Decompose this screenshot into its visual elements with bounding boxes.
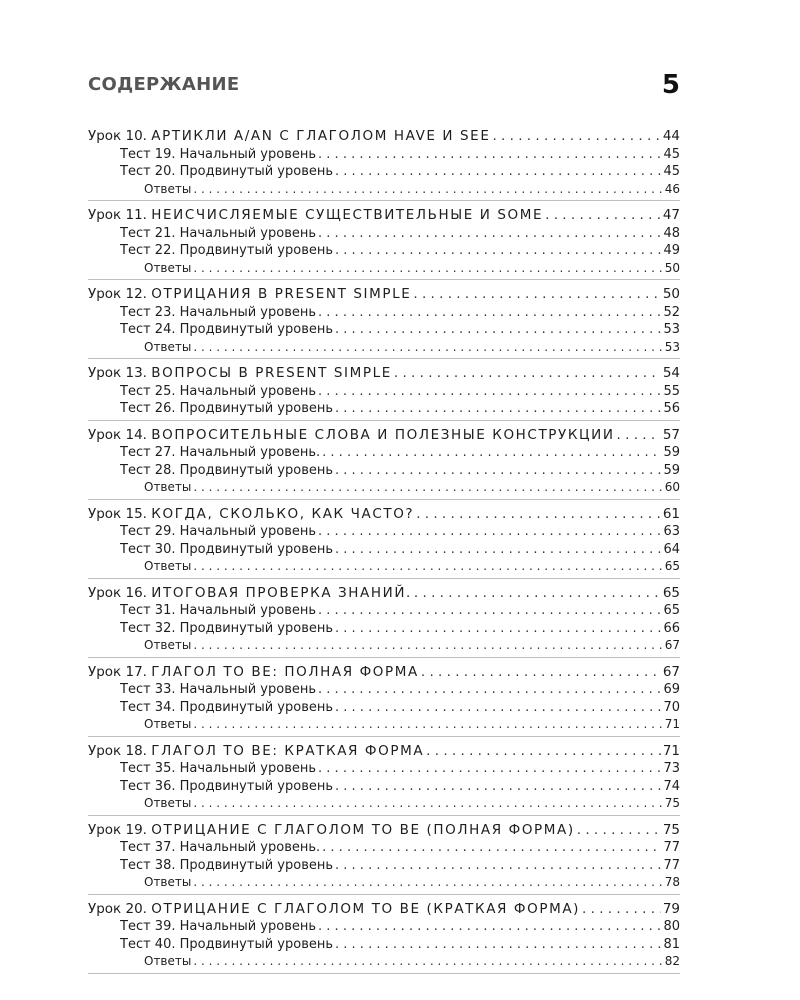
page-ref: 71 xyxy=(664,717,680,731)
test-title: Тест 36. Продвинутый уровень xyxy=(120,778,334,794)
test-title: Тест 24. Продвинутый уровень xyxy=(120,322,334,337)
lesson-entry[interactable] xyxy=(88,128,680,146)
lesson-entry[interactable] xyxy=(88,585,680,603)
test-entry[interactable] xyxy=(88,857,680,875)
page-ref: 67 xyxy=(664,638,680,652)
page-ref: 55 xyxy=(663,383,680,399)
dot-leader xyxy=(335,242,661,260)
dot-leader xyxy=(318,383,661,401)
answers-entry[interactable] xyxy=(88,479,680,497)
dot-leader xyxy=(335,699,661,717)
section-title: СОДЕРЖАНИЕ xyxy=(88,74,240,95)
test-entry[interactable] xyxy=(88,304,680,322)
lesson-block xyxy=(88,506,680,579)
dot-leader xyxy=(335,936,661,954)
dot-leader xyxy=(318,602,661,620)
lesson-entry[interactable] xyxy=(88,664,680,682)
page-ref: 63 xyxy=(663,524,680,539)
answers-entry[interactable] xyxy=(88,795,680,813)
test-entry[interactable] xyxy=(88,462,680,480)
lesson-entry[interactable] xyxy=(88,743,680,761)
answers-entry[interactable] xyxy=(88,637,680,655)
answers-entry[interactable] xyxy=(88,339,680,357)
dot-leader xyxy=(335,462,661,480)
answers-title: Ответы xyxy=(144,717,192,731)
page-ref: 69 xyxy=(663,682,680,697)
test-entry[interactable] xyxy=(88,146,680,164)
page-ref: 52 xyxy=(663,304,680,320)
test-title: Тест 26. Продвинутый уровень xyxy=(120,401,334,416)
dot-leader xyxy=(318,225,661,243)
page-ref: 47 xyxy=(662,207,680,223)
test-entry[interactable] xyxy=(88,602,680,620)
dot-leader xyxy=(322,839,661,857)
lesson-number: Урок 13. xyxy=(88,365,147,381)
page-ref: 65 xyxy=(662,584,680,601)
lesson-title: НЕИСЧИСЛЯЕМЫЕ СУЩЕСТВИТЕЛЬНЫЕ И SOME xyxy=(151,207,544,223)
lesson-block xyxy=(88,743,680,816)
lesson-title: ГЛАГОЛ TO BE: ПОЛНАЯ ФОРМА xyxy=(151,663,419,680)
lesson-entry[interactable] xyxy=(88,207,680,225)
dot-leader xyxy=(335,620,661,638)
page-ref: 71 xyxy=(662,742,680,759)
page-ref: 75 xyxy=(664,796,680,810)
dot-leader xyxy=(193,795,662,813)
test-entry[interactable] xyxy=(88,163,680,181)
test-title: Тест 23. Начальный уровень xyxy=(120,304,317,320)
test-entry[interactable] xyxy=(88,400,680,418)
test-entry[interactable] xyxy=(88,541,680,559)
page-ref: 70 xyxy=(663,699,680,715)
test-entry[interactable] xyxy=(88,242,680,260)
page-ref: 78 xyxy=(664,875,680,889)
lesson-block xyxy=(88,207,680,280)
test-entry[interactable] xyxy=(88,523,680,541)
test-title: Тест 33. Начальный уровень xyxy=(120,682,317,697)
dot-leader xyxy=(335,541,661,559)
dot-leader xyxy=(414,585,661,603)
lesson-number: Урок 17. xyxy=(88,663,147,680)
answers-entry[interactable] xyxy=(88,953,680,971)
test-entry[interactable] xyxy=(88,699,680,717)
test-title: Тест 27. Начальный уровень. xyxy=(120,445,321,460)
test-title: Тест 32. Продвинутый уровень xyxy=(120,620,334,636)
test-title: Тест 19. Начальный уровень xyxy=(120,146,317,162)
dot-leader xyxy=(318,918,661,936)
answers-entry[interactable] xyxy=(88,181,680,199)
lesson-title: АРТИКЛИ A/AN С ГЛАГОЛОМ HAVE И SEE xyxy=(151,128,491,144)
page-ref: 59 xyxy=(663,445,680,460)
dot-leader xyxy=(492,128,660,146)
page-ref: 79 xyxy=(662,900,680,917)
dot-leader xyxy=(335,163,661,181)
lesson-entry[interactable] xyxy=(88,286,680,304)
dot-leader xyxy=(318,760,661,778)
test-title: Тест 35. Начальный уровень xyxy=(120,761,317,776)
lesson-title: КОГДА, СКОЛЬКО, КАК ЧАСТО? xyxy=(151,505,415,522)
dot-leader xyxy=(193,558,662,576)
dot-leader xyxy=(416,506,661,524)
dot-leader xyxy=(318,146,661,164)
lesson-number: Урок 15. xyxy=(88,505,147,522)
test-title: Тест 37. Начальный уровень. xyxy=(120,840,321,855)
dot-leader xyxy=(413,286,660,304)
dot-leader xyxy=(318,304,661,322)
page-ref: 44 xyxy=(662,128,680,144)
page-ref: 45 xyxy=(663,164,680,179)
test-title: Тест 38. Продвинутый уровень xyxy=(120,857,334,873)
test-title: Тест 30. Продвинутый уровень xyxy=(120,541,334,557)
lesson-title: ГЛАГОЛ TO BE: КРАТКАЯ ФОРМА xyxy=(151,742,425,759)
lesson-title: ИТОГОВАЯ ПРОВЕРКА ЗНАНИЙ. xyxy=(151,584,412,601)
lesson-title: ОТРИЦАНИЯ В PRESENT SIMPLE xyxy=(151,286,412,302)
answers-entry[interactable] xyxy=(88,260,680,278)
test-entry[interactable] xyxy=(88,225,680,243)
test-title: Тест 20. Продвинутый уровень xyxy=(120,164,334,179)
answers-entry[interactable] xyxy=(88,558,680,576)
dot-leader xyxy=(193,716,662,734)
page-ref: 53 xyxy=(663,322,680,337)
dot-leader xyxy=(335,321,661,339)
test-title: Тест 28. Продвинутый уровень xyxy=(120,462,334,478)
page-ref: 67 xyxy=(662,663,680,680)
lesson-title: ОТРИЦАНИЕ С ГЛАГОЛОМ TO BE (КРАТКАЯ ФОРМА) xyxy=(151,900,581,917)
dot-leader xyxy=(335,400,661,418)
answers-title: Ответы xyxy=(144,480,192,494)
page-ref: 65 xyxy=(664,559,680,573)
lesson-title: ВОПРОСЫ В PRESENT SIMPLE xyxy=(151,365,392,381)
dot-leader xyxy=(193,181,662,199)
page-ref: 81 xyxy=(663,936,680,952)
lesson-number: Урок 14. xyxy=(88,426,147,443)
dot-leader xyxy=(318,523,661,541)
test-entry[interactable] xyxy=(88,839,680,857)
test-title: Тест 39. Начальный уровень xyxy=(120,919,317,934)
lesson-entry[interactable] xyxy=(88,365,680,383)
lesson-block xyxy=(88,664,680,737)
test-title: Тест 21. Начальный уровень xyxy=(120,225,317,241)
answers-title: Ответы xyxy=(144,181,192,196)
dot-leader xyxy=(426,743,661,761)
page-ref: 45 xyxy=(663,146,680,162)
page-ref: 80 xyxy=(663,919,680,934)
test-title: Тест 22. Продвинутый уровень xyxy=(120,243,334,258)
test-title: Тест 40. Продвинутый уровень xyxy=(120,936,334,952)
page-ref: 46 xyxy=(664,181,680,196)
test-entry[interactable] xyxy=(88,681,680,699)
dot-leader xyxy=(193,260,662,278)
table-of-contents xyxy=(88,128,680,980)
answers-title: Ответы xyxy=(144,260,192,275)
dot-leader xyxy=(545,207,661,225)
test-entry[interactable] xyxy=(88,918,680,936)
answers-entry[interactable] xyxy=(88,716,680,734)
dot-leader xyxy=(335,778,661,796)
test-entry[interactable] xyxy=(88,778,680,796)
lesson-number: Урок 16. xyxy=(88,584,147,601)
lesson-number: Урок 10. xyxy=(88,128,147,144)
page-number: 5 xyxy=(661,70,680,100)
page-ref: 64 xyxy=(663,541,680,557)
lesson-entry[interactable] xyxy=(88,901,680,919)
dot-leader xyxy=(318,681,661,699)
test-title: Тест 34. Продвинутый уровень xyxy=(120,699,334,715)
page-ref: 66 xyxy=(663,620,680,636)
lesson-entry[interactable] xyxy=(88,506,680,524)
dot-leader xyxy=(193,479,662,497)
dot-leader xyxy=(193,874,662,892)
page-ref: 49 xyxy=(663,243,680,258)
page-ref: 53 xyxy=(664,339,680,354)
test-title: Тест 29. Начальный уровень xyxy=(120,524,317,539)
dot-leader xyxy=(335,857,661,875)
answers-title: Ответы xyxy=(144,796,192,810)
dot-leader xyxy=(193,339,662,357)
lesson-block xyxy=(88,822,680,895)
lesson-entry[interactable] xyxy=(88,427,680,445)
lesson-number: Урок 11. xyxy=(88,207,147,223)
answers-title: Ответы xyxy=(144,954,192,968)
dot-leader xyxy=(322,444,661,462)
answers-title: Ответы xyxy=(144,875,192,889)
page-ref: 59 xyxy=(663,462,680,478)
test-entry[interactable] xyxy=(88,444,680,462)
dot-leader xyxy=(577,822,661,840)
answers-entry[interactable] xyxy=(88,874,680,892)
test-entry[interactable] xyxy=(88,321,680,339)
page-ref: 48 xyxy=(663,225,680,241)
page-ref: 50 xyxy=(664,260,680,275)
lesson-entry[interactable] xyxy=(88,822,680,840)
lesson-block xyxy=(88,585,680,658)
page-ref: 54 xyxy=(662,365,680,381)
lesson-block xyxy=(88,128,680,201)
page-ref: 60 xyxy=(664,480,680,494)
page-ref: 57 xyxy=(662,426,680,443)
page-ref: 75 xyxy=(662,821,680,838)
page-ref: 56 xyxy=(663,401,680,416)
dot-leader xyxy=(582,901,661,919)
test-entry[interactable] xyxy=(88,760,680,778)
dot-leader xyxy=(421,664,661,682)
lesson-number: Урок 18. xyxy=(88,742,147,759)
page-ref: 77 xyxy=(663,840,680,855)
lesson-number: Урок 19. xyxy=(88,821,147,838)
lesson-title: ОТРИЦАНИЕ С ГЛАГОЛОМ TO BE (ПОЛНАЯ ФОРМА) xyxy=(151,821,575,838)
page-ref: 73 xyxy=(663,761,680,776)
toc-page xyxy=(88,60,680,968)
lesson-title: ВОПРОСИТЕЛЬНЫЕ СЛОВА И ПОЛЕЗНЫЕ КОНСТРУКЦИИ xyxy=(151,426,615,443)
lesson-number: Урок 20. xyxy=(88,900,147,917)
lesson-block xyxy=(88,286,680,359)
test-entry[interactable] xyxy=(88,620,680,638)
dot-leader xyxy=(193,953,662,971)
page-header xyxy=(88,60,680,120)
answers-title: Ответы xyxy=(144,559,192,573)
dot-leader xyxy=(617,427,661,445)
page-ref: 82 xyxy=(664,954,680,968)
page-ref: 77 xyxy=(663,857,680,873)
test-title: Тест 31. Начальный уровень xyxy=(120,603,317,618)
test-entry[interactable] xyxy=(88,936,680,954)
lesson-block xyxy=(88,365,680,421)
answers-title: Ответы xyxy=(144,638,192,652)
test-title: Тест 25. Начальный уровень xyxy=(120,383,317,399)
page-ref: 50 xyxy=(662,286,680,302)
test-entry[interactable] xyxy=(88,383,680,401)
page-ref: 74 xyxy=(663,778,680,794)
lesson-block xyxy=(88,901,680,974)
page-ref: 65 xyxy=(663,603,680,618)
lesson-number: Урок 12. xyxy=(88,286,147,302)
dot-leader xyxy=(394,365,661,383)
lesson-block xyxy=(88,427,680,500)
answers-title: Ответы xyxy=(144,339,192,354)
page-ref: 61 xyxy=(662,505,680,522)
dot-leader xyxy=(193,637,662,655)
